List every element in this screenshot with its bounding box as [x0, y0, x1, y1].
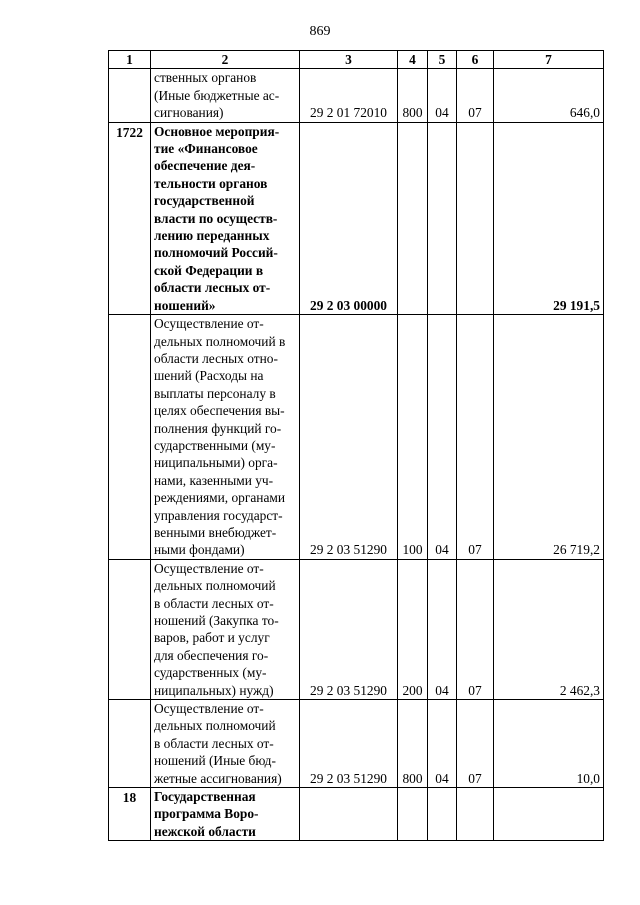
row-amount: 10,0	[494, 700, 604, 788]
row-name: Государственная программа Воро- нежской области	[151, 788, 300, 841]
row-code	[109, 700, 151, 788]
row-section	[428, 788, 457, 841]
table-row	[109, 700, 604, 788]
row-subsection	[457, 788, 494, 841]
row-section: 04	[428, 559, 457, 699]
row-amount: 26 719,2	[494, 315, 604, 560]
table-row	[109, 69, 604, 122]
header-col-5: 5	[428, 51, 457, 69]
row-subsection: 07	[457, 559, 494, 699]
row-code: 18	[109, 788, 151, 841]
table-row	[109, 559, 604, 699]
row-target-article	[300, 788, 398, 841]
header-col-1: 1	[109, 51, 151, 69]
row-section: 04	[428, 700, 457, 788]
header-col-4: 4	[398, 51, 428, 69]
row-code	[109, 315, 151, 560]
row-amount: 2 462,3	[494, 559, 604, 699]
row-section: 04	[428, 315, 457, 560]
row-expense-type: 800	[398, 69, 428, 122]
header-row	[109, 51, 604, 69]
row-subsection: 07	[457, 315, 494, 560]
row-target-article: 29 2 03 51290	[300, 700, 398, 788]
row-expense-type	[398, 788, 428, 841]
row-name: Основное мероприя- тие «Финансовое обеспечение дея- тельности органов государственной власти по осуществ- лению переданных полномочий Россий- ской Федерации в области лесных от- ношений»	[151, 122, 300, 314]
header-col-7: 7	[494, 51, 604, 69]
header-col-2: 2	[151, 51, 300, 69]
row-subsection: 07	[457, 700, 494, 788]
row-code	[109, 559, 151, 699]
row-amount: 646,0	[494, 69, 604, 122]
header-col-6: 6	[457, 51, 494, 69]
row-subsection	[457, 122, 494, 314]
row-expense-type: 100	[398, 315, 428, 560]
row-amount	[494, 788, 604, 841]
row-name: Осуществление от- дельных полномочий в области лесных от- ношений (Иные бюд- жетные ассигнования)	[151, 700, 300, 788]
row-target-article: 29 2 03 51290	[300, 559, 398, 699]
row-name: ственных органов (Иные бюджетные ас- сигнования)	[151, 69, 300, 122]
row-name: Осуществление от- дельных полномочий в области лесных отно- шений (Расходы на выплаты персоналу в целях обеспечения вы- полнения функций го- сударственными (му- ниципальными) орга- нами, казенными уч- реждениями, органами управления государст- венными внебюджет- ными фондами)	[151, 315, 300, 560]
row-target-article: 29 2 01 72010	[300, 69, 398, 122]
header-col-3: 3	[300, 51, 398, 69]
page-number: 869	[309, 24, 331, 39]
row-target-article: 29 2 03 51290	[300, 315, 398, 560]
row-section	[428, 122, 457, 314]
row-amount: 29 191,5	[494, 122, 604, 314]
row-expense-type: 800	[398, 700, 428, 788]
table-row	[109, 122, 604, 314]
row-expense-type	[398, 122, 428, 314]
row-subsection: 07	[457, 69, 494, 122]
row-code	[109, 69, 151, 122]
row-section: 04	[428, 69, 457, 122]
row-expense-type: 200	[398, 559, 428, 699]
row-name: Осуществление от- дельных полномочий в области лесных от- ношений (Закупка то- варов, работ и услуг для обеспечения го- сударственных (му- ниципальных) нужд)	[151, 559, 300, 699]
table-row	[109, 788, 604, 841]
row-code: 1722	[109, 122, 151, 314]
budget-table	[108, 50, 604, 841]
table-row	[109, 315, 604, 560]
row-target-article: 29 2 03 00000	[300, 122, 398, 314]
